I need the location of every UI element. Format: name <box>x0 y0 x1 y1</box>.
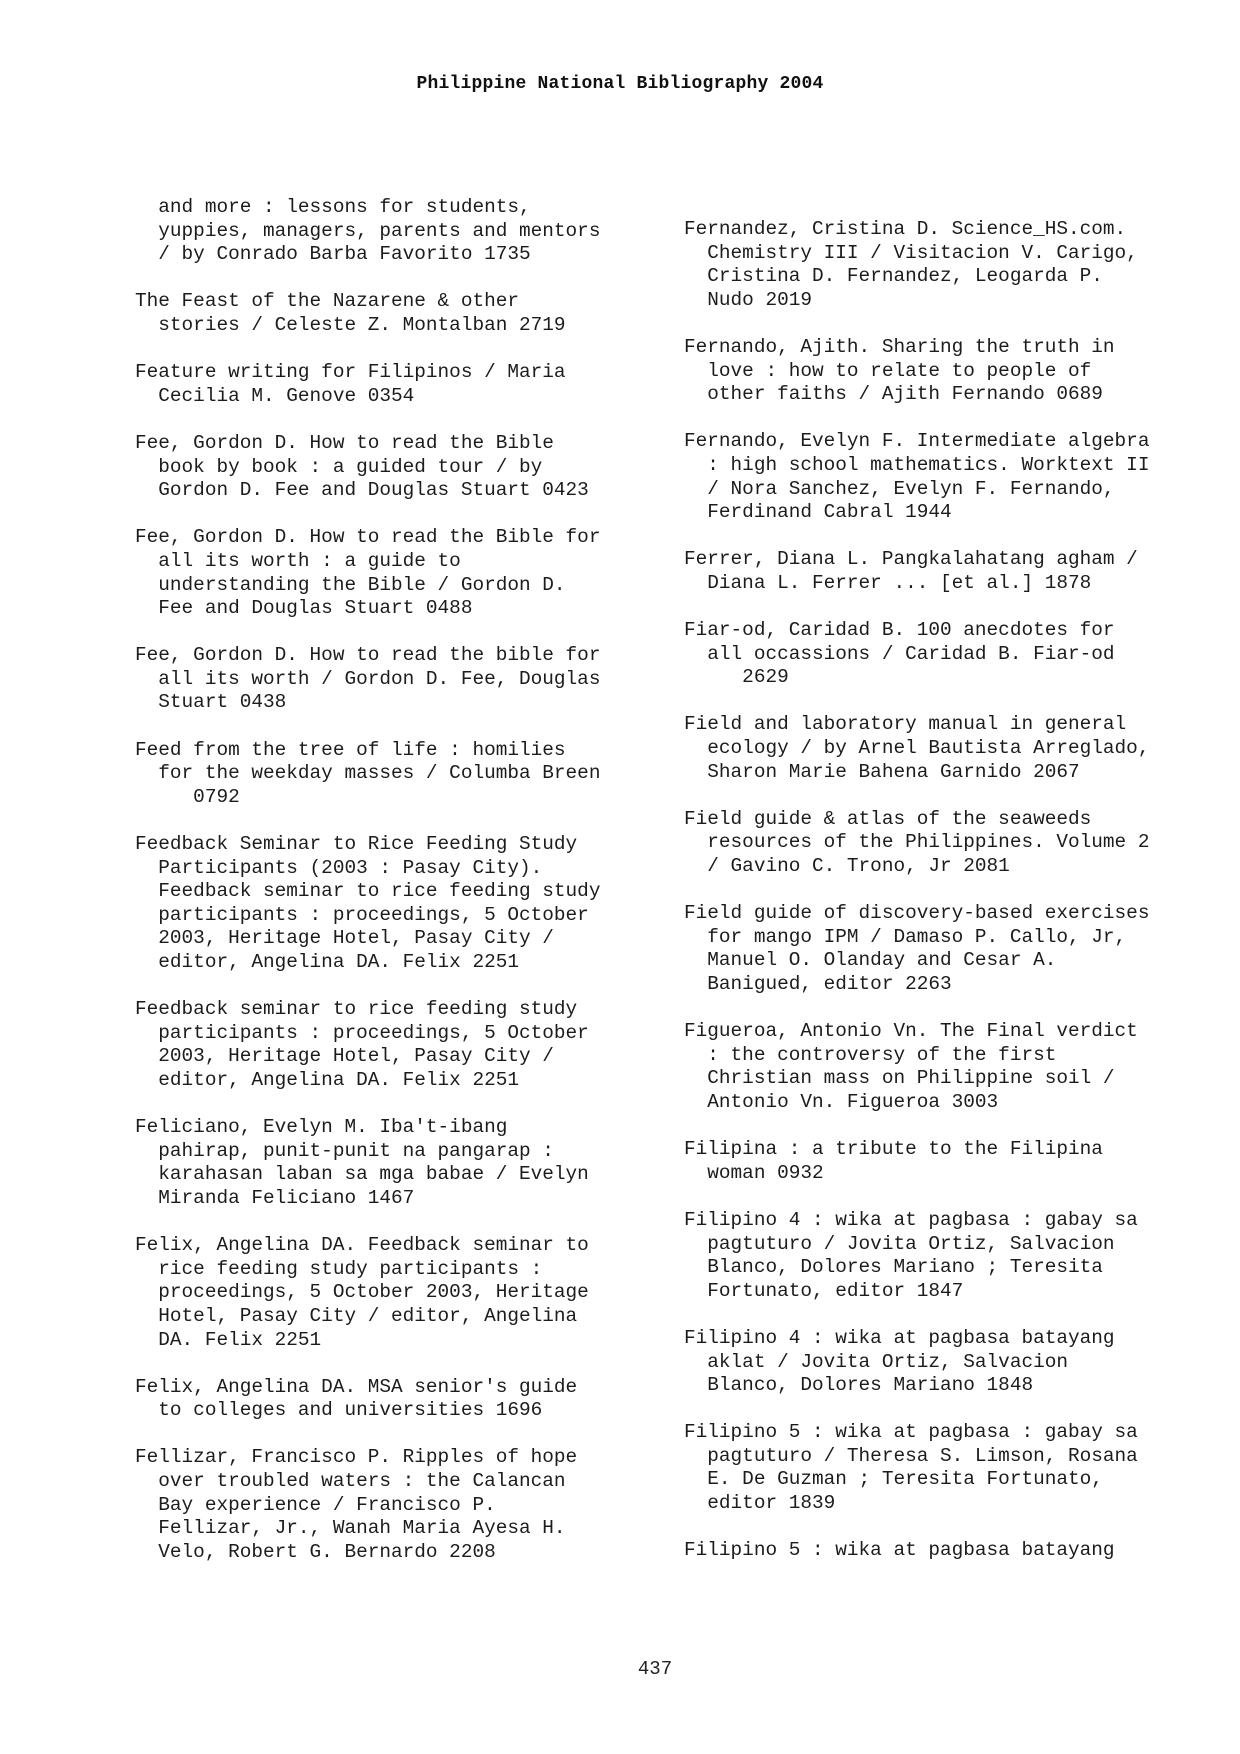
bibliography-entry: Filipino 5 : wika at pagbasa : gabay sa pagtuturo / Theresa S. Limson, Rosana E. De Guzman ; Teresita Fortunato, editor 1839 <box>684 1421 1138 1515</box>
bibliography-entry: Field and laboratory manual in general ecology / by Arnel Bautista Arreglado, Sharon Marie Bahena Garnido 2067 <box>684 713 1150 783</box>
bibliography-entry: Field guide of discovery-based exercises for mango IPM / Damaso P. Callo, Jr, Manuel O. Olanday and Cesar A. Banigued, editor 2263 <box>684 902 1150 995</box>
bibliography-entry: Fee, Gordon D. How to read the Bible for all its worth : a guide to understanding the Bible / Gordon D. Fee and Douglas Stuart 0488 <box>135 526 601 620</box>
bibliography-entry: Figueroa, Antonio Vn. The Final verdict : the controversy of the first Christian mass on Philippine soil / Antonio Vn. Figueroa 3003 <box>684 1020 1138 1113</box>
right-column <box>684 218 1204 1563</box>
bibliography-entry: Felix, Angelina DA. Feedback seminar to rice feeding study participants : proceedings, 5 October 2003, Heritage Hotel, Pasay City / editor, Angelina DA. Felix 2251 <box>135 1234 589 1351</box>
bibliography-entry: Fernandez, Cristina D. Science_HS.com. Chemistry III / Visitacion V. Carigo, Cristina D. Fernandez, Leogarda P. Nudo 2019 <box>684 218 1138 311</box>
bibliography-entry: Filipina : a tribute to the Filipina woman 0932 <box>684 1138 1103 1184</box>
page-header-title: Philippine National Bibliography 2004 <box>416 74 824 94</box>
bibliography-entry: Filipino 4 : wika at pagbasa batayang aklat / Jovita Ortiz, Salvacion Blanco, Dolores Mariano 1848 <box>684 1326 1115 1397</box>
bibliography-entry: Fee, Gordon D. How to read the Bible book by book : a guided tour / by Gordon D. Fee and Douglas Stuart 0423 <box>135 431 589 502</box>
bibliography-entry: The Feast of the Nazarene & other stories / Celeste Z. Montalban 2719 <box>135 290 566 336</box>
left-column <box>135 196 655 1564</box>
page-number: 437 <box>637 1658 673 1680</box>
bibliography-entry: Feedback seminar to rice feeding study participants : proceedings, 5 October 2003, Heritage Hotel, Pasay City / editor, Angelina DA. Felix 2251 <box>135 998 589 1091</box>
bibliography-entry: Field guide & atlas of the seaweeds resources of the Philippines. Volume 2 / Gavino C. Trono, Jr 2081 <box>684 807 1150 878</box>
bibliography-entry: Feature writing for Filipinos / Maria Cecilia M. Genove 0354 <box>135 361 566 407</box>
bibliography-entry: Filipino 5 : wika at pagbasa batayang <box>684 1539 1115 1562</box>
bibliography-entry: and more : lessons for students, yuppies, managers, parents and mentors / by Conrado Barba Favorito 1735 <box>158 196 601 266</box>
bibliography-entry: Felix, Angelina DA. MSA senior's guide to colleges and universities 1696 <box>135 1375 578 1422</box>
bibliography-entry: Feedback Seminar to Rice Feeding Study Participants (2003 : Pasay City). Feedback seminar to rice feeding study participants : proceedings, 5 October 2003, Heritage Hotel, Pasay City / editor, Angelina DA. Felix 2251 <box>135 833 601 973</box>
bibliography-entry: Feed from the tree of life : homilies for the weekday masses / Columba Breen 0792 <box>135 738 601 808</box>
bibliography-entry: Ferrer, Diana L. Pangkalahatang agham / Diana L. Ferrer ... [et al.] 1878 <box>684 548 1138 594</box>
bibliography-entry: Fellizar, Francisco P. Ripples of hope over troubled waters : the Calancan Bay experience / Francisco P. Fellizar, Jr., Wanah Maria Ayesa H. Velo, Robert G. Bernardo 2208 <box>135 1446 578 1563</box>
bibliography-entry: Fee, Gordon D. How to read the bible for all its worth / Gordon D. Fee, Douglas Stuart 0438 <box>135 644 601 714</box>
bibliography-entry: Filipino 4 : wika at pagbasa : gabay sa pagtuturo / Jovita Ortiz, Salvacion Blanco, Dolores Mariano ; Teresita Fortunato, editor 1847 <box>684 1208 1138 1302</box>
bibliography-entry: Fiar-od, Caridad B. 100 anecdotes for all occassions / Caridad B. Fiar-od 2629 <box>684 619 1115 689</box>
bibliography-entry: Fernando, Evelyn F. Intermediate algebra : high school mathematics. Worktext II / Nora Sanchez, Evelyn F. Fernando, Ferdinand Cabral 1944 <box>684 430 1150 524</box>
bibliography-entry: Feliciano, Evelyn M. Iba't-ibang pahirap, punit-punit na pangarap : karahasan laban sa mga babae / Evelyn Miranda Feliciano 1467 <box>135 1116 589 1209</box>
bibliography-entry: Fernando, Ajith. Sharing the truth in love : how to relate to people of other faiths / Ajith Fernando 0689 <box>684 335 1115 406</box>
